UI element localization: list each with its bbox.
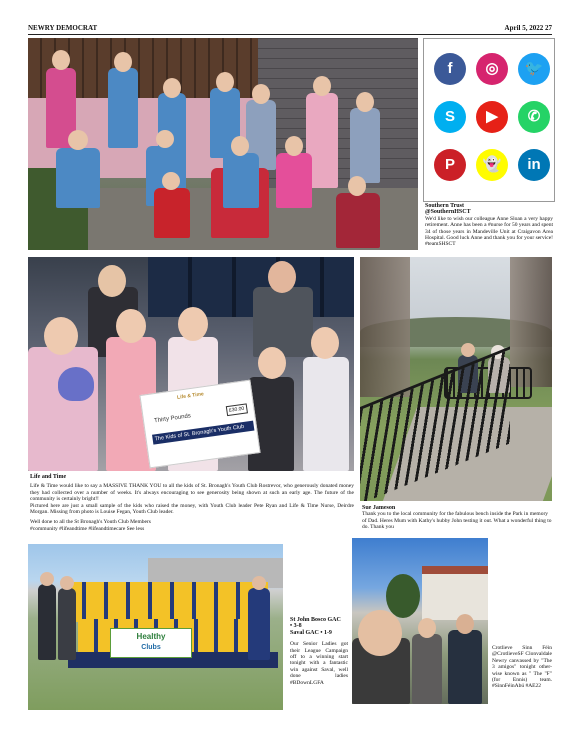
southern-trust-title: Southern Trust (425, 203, 464, 209)
date-page-number: April 5, 2022 27 (504, 24, 552, 32)
sue-jameson-caption (362, 505, 552, 531)
southern-trust-body: We'd like to wish our colleague Anne Sloan a very happy retirement. Anne has been a #nurse for 50 years and spent 34 of those years in Mandeville Unit at Craigavon Area Hospital. Good luck Anne and thank you for your service! #teamSHSCT (425, 215, 553, 248)
cheque-payee: The Kids of St. Bronagh's Youth Club (152, 421, 254, 445)
window-panels (148, 257, 354, 317)
newspaper-name: NEWRY DEMOCRAT (28, 24, 98, 32)
st-john-bosco-caption (290, 617, 348, 686)
ladies-team-photo (28, 544, 283, 710)
life-and-time-para1: Life & Time would like to say a MASSIVE THANK YOU to all the kids of St. Bronagh's Youth Club Rostrevor, who generously donated money they had collected over a number of weeks. It's always encouraging to see generosity being shown at such an early age. The future of the community is certainly bright!! (30, 483, 354, 503)
saval-score: Saval GAC • 1-9 (290, 629, 332, 636)
canvassers-selfie-photo (352, 538, 488, 704)
instagram-icon: ◎ (476, 53, 508, 85)
header-rule (28, 34, 552, 35)
nurses-group-photo (28, 38, 418, 250)
sue-jameson-title: Sue Jameson (362, 505, 396, 511)
life-and-time-hashtags: #community #lifeandtime #lifeandtimecare See less (30, 525, 145, 532)
social-icons-panel (423, 38, 555, 202)
team-back-row (68, 582, 268, 622)
life-and-time-caption (30, 474, 354, 532)
cheque-amount-words: Thirty Pounds (153, 413, 192, 425)
house (422, 566, 488, 620)
facebook-icon: f (434, 53, 466, 85)
bosco-body: Our Senior Ladies got their League Campaign off to a winning start tonight with a fantastic win against Saval, well done ladies #BDownLGFA (290, 641, 348, 686)
tree-left (360, 257, 410, 397)
whatsapp-icon: ✆ (518, 101, 550, 133)
charity-cheque (139, 380, 260, 469)
snapchat-icon: 👻 (476, 149, 508, 181)
pinterest-icon: P (434, 149, 466, 181)
twitter-icon: 🐦 (518, 53, 550, 85)
youtube-icon: ▶ (476, 101, 508, 133)
sue-jameson-body: Thank you to the local community for the fabulous bench inside the Park in memory of Dad. Heres Mum with Kathy's hubby John testing it out. What a wonderful thing to do. Thank you (362, 511, 552, 531)
life-and-time-para3: Well done to all the St Bronagh's Youth Club Members (30, 519, 151, 526)
banner-line2: Clubs (141, 644, 161, 651)
crotlieve-caption (492, 645, 552, 690)
crotlieve-body: Crotlieve Sinn Féin @CrotlieveSF Clonvaldale Newry canvassed by "The 3 amigos" tonight other-wise known as " The "F" (for Ennis) team. #SinnFéinAbú #AE22 (492, 645, 552, 690)
life-and-time-para2: Pictured here are just a small sample of the kids who raised the money, with Youth Club leader Pete Ryan and Life & Time Nurse, Deirdre Morgan. Missing from photo is Louise Fegan, Youth Club leader. (30, 502, 354, 516)
cheque-brand: Life & Time (176, 391, 205, 401)
bosco-score: • 3-8 (290, 623, 302, 630)
southern-trust-handle: @SouthernHSCT (425, 209, 471, 216)
southern-trust-caption (425, 203, 553, 248)
life-and-time-title: Life and Time (30, 474, 67, 480)
sequin-heart (58, 367, 94, 401)
cheque-amount: £30.00 (225, 403, 247, 416)
tree (386, 574, 420, 618)
healthy-clubs-banner (110, 628, 192, 658)
bosco-title: St John Bosco GAC (290, 617, 341, 623)
banner-line1: Healthy (136, 632, 166, 641)
memorial-bench-photo (360, 257, 552, 501)
youth-club-cheque-photo (28, 257, 354, 471)
linkedin-icon: in (518, 149, 550, 181)
skype-icon: S (434, 101, 466, 133)
